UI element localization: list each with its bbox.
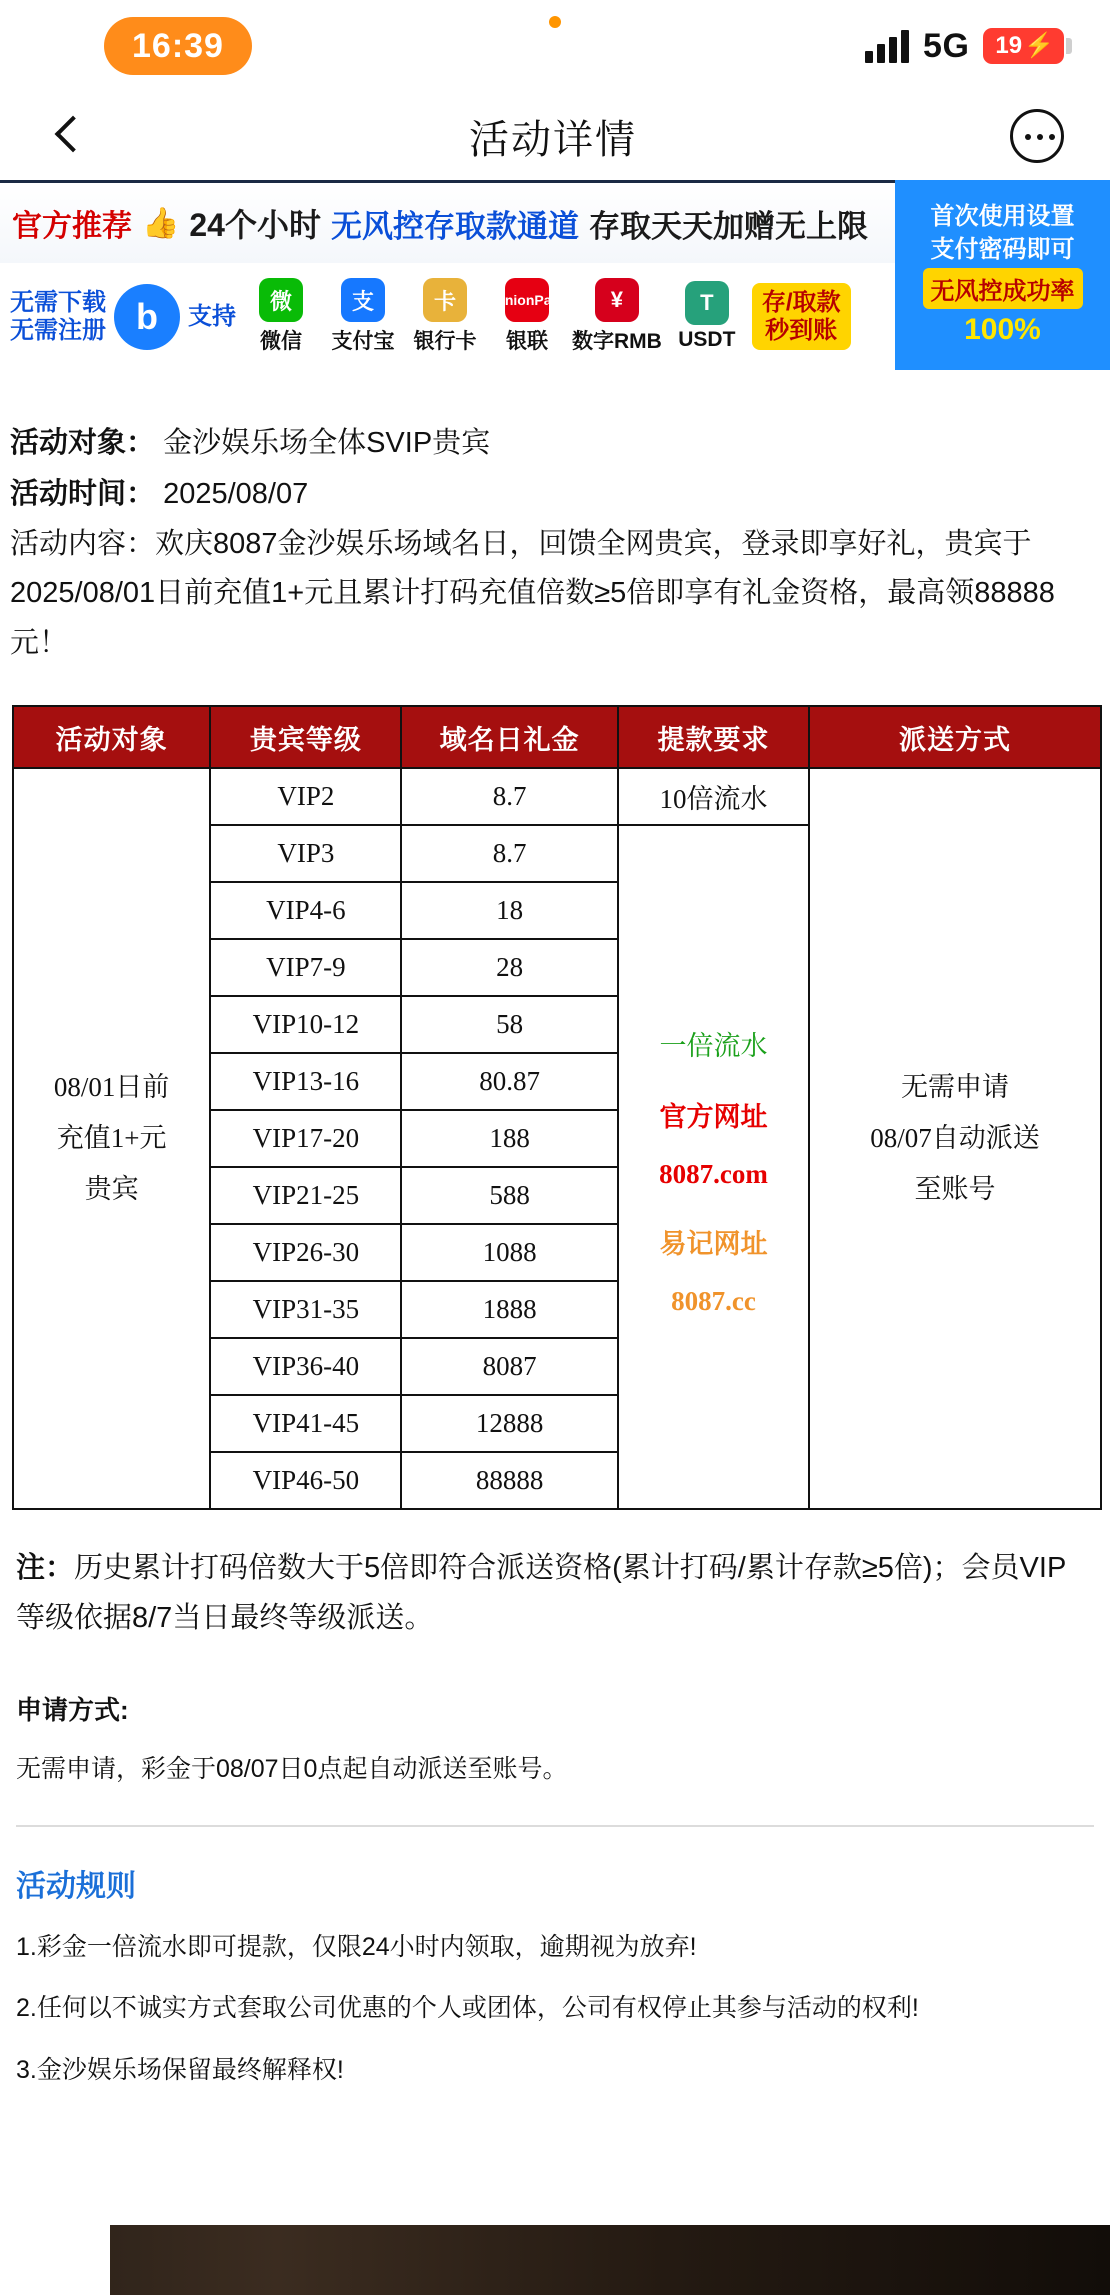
requirement-site-label: 官方网址	[659, 1102, 768, 1133]
activity-target-label: 活动对象：	[10, 427, 156, 459]
table-cell-level: VIP10-12	[210, 996, 401, 1053]
no-download-line2: 无需注册	[10, 316, 106, 344]
table-cell-level: VIP4-6	[210, 882, 401, 939]
support-char1: 支持	[188, 302, 236, 330]
table-cell-delivery	[809, 768, 1101, 1509]
battery-level-label: 19	[995, 32, 1023, 59]
pay-label-unionpay: 银联	[506, 330, 548, 353]
table-row	[13, 768, 1101, 825]
promo-banner-payments	[0, 263, 895, 370]
banner-right-line1: 首次使用设置	[930, 202, 1075, 230]
table-header-level: 贵宾等级	[210, 706, 401, 768]
digital-rmb-icon: ¥	[595, 278, 639, 322]
activity-content-value: 欢庆8087金沙娱乐场域名日，回馈全网贵宾，登录即享好礼，贵宾于2025/08/01日前充值1+元且累计打码充值倍数≥5倍即享有礼金资格，最高领88888元！	[10, 527, 1055, 660]
table-cell-gift: 18	[401, 882, 617, 939]
activity-target-row	[10, 418, 1100, 469]
promo-banner-left[interactable]	[0, 180, 895, 370]
banner-daily-label: 存取天天加赠无上限	[588, 208, 868, 244]
rule-item: 2.任何以不诚实方式套取公司优惠的个人或团体，公司有权停止其参与活动的权利!	[16, 1994, 919, 2023]
battery-indicator	[983, 28, 1072, 64]
table-cell-requirement	[618, 825, 809, 1509]
activity-content-row	[10, 520, 1100, 670]
status-time: 16:39	[104, 17, 252, 75]
nav-bar	[0, 92, 1110, 180]
banner-right-line4: 100%	[964, 313, 1041, 347]
activity-table	[12, 705, 1102, 1510]
pay-label-bankcard: 银行卡	[413, 330, 477, 353]
battery-cap	[1066, 38, 1072, 54]
requirement-site-value: 8087.com	[659, 1158, 768, 1189]
table-cell-gift: 588	[401, 1167, 617, 1224]
note-text: 历史累计打码倍数大于5倍即符合派送资格(累计打码/累计存款≥5倍)；会员VIP等级依据8/7当日最终等级派送。	[16, 1552, 1067, 1634]
page-title: 活动详情	[469, 117, 637, 162]
table-cell-level: VIP26-30	[210, 1224, 401, 1281]
pay-method-bankcard	[408, 278, 482, 355]
more-icon[interactable]	[1010, 109, 1064, 163]
brand-logo-icon: b	[114, 284, 180, 350]
table-cell-level: VIP7-9	[210, 939, 401, 996]
chevron-left-icon[interactable]	[46, 111, 96, 161]
table-cell-gift: 8.7	[401, 825, 617, 882]
requirement-alt-value: 8087.cc	[671, 1286, 756, 1317]
table-cell-level: VIP17-20	[210, 1110, 401, 1167]
apply-method-title: 申请方式:	[16, 1694, 129, 1725]
table-cell-gift: 88888	[401, 1452, 617, 1509]
table-header-delivery: 派送方式	[809, 706, 1101, 768]
activity-time-value: 2025/08/07	[163, 477, 309, 510]
table-cell-gift: 1088	[401, 1224, 617, 1281]
no-download-line1: 无需下载	[10, 288, 106, 316]
banner-hours-label: 24个小时	[189, 207, 321, 243]
instant-deposit-line1: 存/取款	[761, 288, 841, 316]
pay-method-wechat	[244, 278, 318, 355]
activity-content-label: 活动内容：	[10, 527, 156, 560]
activity-time-row	[10, 469, 1100, 520]
instant-deposit-line2: 秒到账	[765, 316, 838, 344]
table-cell-gift: 12888	[401, 1395, 617, 1452]
table-header-row	[13, 706, 1101, 768]
instant-deposit-badge	[752, 283, 851, 350]
rule-item: 1.彩金一倍流水即可提款，仅限24小时内领取，逾期视为放弃!	[16, 1932, 697, 1961]
table-cell-target	[13, 768, 210, 1509]
table-cell-level: VIP21-25	[210, 1167, 401, 1224]
table-cell-level: VIP3	[210, 825, 401, 882]
activity-time-label: 活动时间：	[10, 477, 156, 510]
official-tag: 官方推荐	[12, 210, 132, 243]
requirement-alt-label: 易记网址	[659, 1229, 768, 1260]
table-cell-gift: 58	[401, 996, 617, 1053]
promo-banner[interactable]	[0, 180, 1110, 370]
no-download-label	[10, 289, 106, 344]
table-cell-level: VIP2	[210, 768, 401, 825]
pay-label-wechat: 微信	[260, 330, 302, 353]
alipay-icon: 支	[341, 278, 385, 322]
banner-right-line2: 支付密码即可	[930, 235, 1075, 263]
delivery-line3: 至账号	[914, 1174, 996, 1205]
pay-label-digital-rmb: 数字RMB	[572, 330, 662, 353]
table-header-target: 活动对象	[13, 706, 210, 768]
table-cell-level: VIP41-45	[210, 1395, 401, 1452]
table-header-requirement: 提款要求	[618, 706, 809, 768]
table-cell-level: VIP13-16	[210, 1053, 401, 1110]
pay-method-alipay	[326, 278, 400, 355]
rules-title: 活动规则	[16, 1869, 136, 1903]
banner-norisk-label: 无风控存取款通道	[330, 208, 579, 244]
network-type-label: 5G	[923, 26, 970, 65]
usdt-icon: T	[685, 281, 729, 325]
status-right-group	[865, 27, 1072, 66]
table-cell-gift: 8.7	[401, 768, 617, 825]
activity-note	[10, 1544, 1100, 1644]
table-cell-level: VIP46-50	[210, 1452, 401, 1509]
table-cell-requirement-first: 10倍流水	[618, 768, 809, 825]
support-label	[188, 303, 236, 331]
delivery-line1: 无需申请	[901, 1071, 1010, 1102]
pay-method-usdt	[670, 281, 744, 352]
apply-method-text: 无需申请，彩金于08/07日0点起自动派送至账号。	[16, 1754, 568, 1783]
section-divider	[16, 1825, 1094, 1827]
target-line1: 08/01日前	[53, 1071, 170, 1102]
bottom-image-strip	[0, 2225, 1110, 2295]
table-cell-gift: 1888	[401, 1281, 617, 1338]
rule-item: 3.金沙娱乐场保留最终解释权!	[16, 2055, 344, 2084]
requirement-flow: 一倍流水	[659, 1031, 768, 1062]
table-header-gift: 域名日礼金	[401, 706, 617, 768]
table-cell-level: VIP36-40	[210, 1338, 401, 1395]
bank-card-icon: 卡	[423, 278, 467, 322]
note-prefix: 注：	[16, 1552, 75, 1585]
camera-indicator-dot	[549, 16, 561, 28]
activity-target-value: 金沙娱乐场全体SVIP贵宾	[163, 427, 491, 459]
unionpay-icon: UnionPay	[505, 278, 549, 322]
table-cell-gift: 188	[401, 1110, 617, 1167]
delivery-line2: 08/07自动派送	[870, 1122, 1040, 1153]
status-bar	[0, 0, 1110, 92]
battery-charging-icon: ⚡	[1024, 32, 1054, 59]
pay-method-unionpay	[490, 278, 564, 355]
wechat-icon: 微	[259, 278, 303, 322]
table-cell-gift: 28	[401, 939, 617, 996]
activity-info	[10, 418, 1100, 669]
promo-banner-headline	[0, 183, 895, 263]
pay-label-alipay: 支付宝	[331, 330, 395, 353]
pay-label-usdt: USDT	[678, 328, 736, 351]
table-cell-gift: 80.87	[401, 1053, 617, 1110]
activity-content	[0, 370, 1110, 2089]
table-cell-gift: 8087	[401, 1338, 617, 1395]
promo-banner-right[interactable]	[895, 180, 1110, 370]
signal-bars-icon	[865, 29, 909, 63]
thumbs-up-icon: 👍	[142, 206, 180, 240]
pay-method-digital-rmb	[572, 278, 662, 355]
target-line2: 充值1+元	[56, 1122, 167, 1153]
table-cell-level: VIP31-35	[210, 1281, 401, 1338]
target-line3: 贵宾	[84, 1174, 139, 1205]
banner-right-line3: 无风控成功率	[923, 268, 1083, 309]
